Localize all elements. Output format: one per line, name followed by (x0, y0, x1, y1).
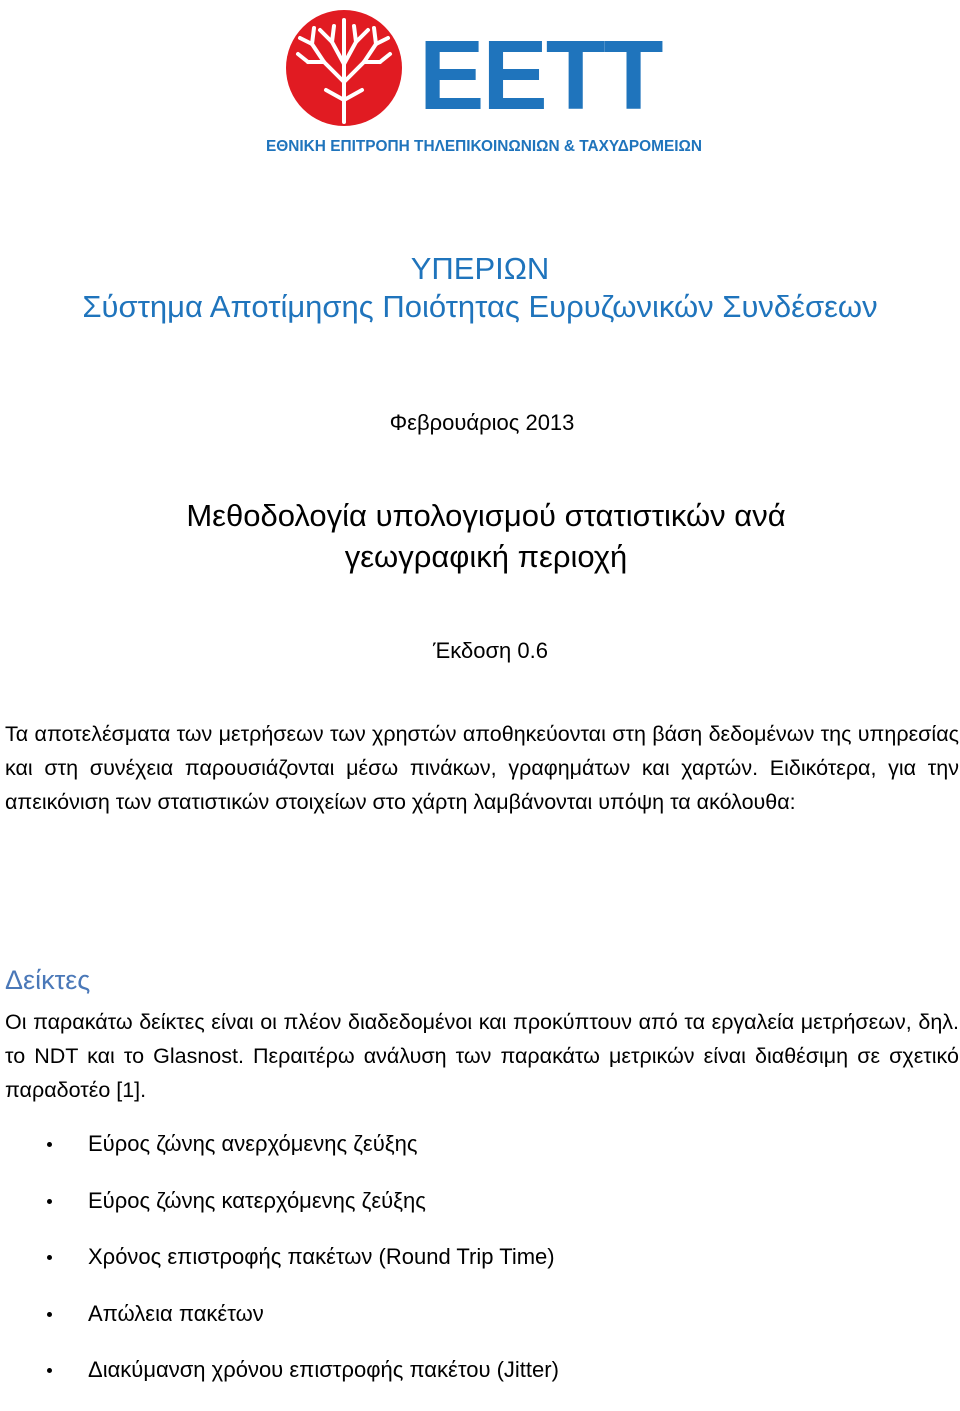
indicators-list (0, 1128, 960, 1411)
eett-logo (264, 4, 704, 154)
bullet-icon (47, 1368, 52, 1373)
bullet-icon (47, 1142, 52, 1147)
document-version: Έκδοση 0.6 (433, 638, 548, 663)
list-item-text: Απώλεια πακέτων (88, 1300, 264, 1326)
indicators-heading: Δείκτες (5, 965, 91, 995)
document-date-text: Φεβρουάριος 2013 (389, 410, 575, 435)
bullet-icon (47, 1255, 52, 1260)
list-item (0, 1354, 960, 1411)
list-item-text: Διακύμανση χρόνου επιστροφής πακέτου (Jitter) (88, 1357, 559, 1382)
list-item-text: Χρόνος επιστροφής πακέτων (Round Trip Time) (88, 1244, 555, 1269)
document-title (0, 495, 960, 577)
list-item (0, 1241, 960, 1298)
bullet-icon (47, 1199, 52, 1204)
eett-tree-logo-icon (264, 4, 704, 154)
system-subtitle: Σύστημα Αποτίμησης Ποιότητας Ευρυζωνικών Συνδέσεων (82, 289, 878, 324)
document-title-line2: γεωγραφική περιοχή (344, 539, 628, 574)
list-item (0, 1185, 960, 1242)
document-title-line1: Μεθοδολογία υπολογισμού στατιστικών ανά (186, 498, 786, 533)
logo-wordmark: ΕΕΤΤ (419, 20, 662, 130)
list-item-text: Εύρος ζώνης κατερχόμενης ζεύξης (88, 1187, 426, 1213)
system-name: ΥΠΕΡΙΩΝ (410, 251, 550, 286)
list-item (0, 1128, 960, 1185)
logo-subtitle: ΕΘΝΙΚΗ ΕΠΙΤΡΟΠΗ ΤΗΛΕΠΙΚΟΙΝΩΝΙΩΝ & ΤΑΧΥΔΡΟΜΕΙΩΝ (266, 138, 702, 154)
list-item (0, 1298, 960, 1355)
document-date (0, 410, 960, 436)
bullet-icon (47, 1312, 52, 1317)
list-item-text: Εύρος ζώνης ανερχόμενης ζεύξης (88, 1131, 418, 1156)
indicators-paragraph: Οι παρακάτω δείκτες είναι οι πλέον διαδεδομένοι και προκύπτουν από τα εργαλεία μετρήσεων, δηλ. το NDT και το Glasnost. Περαιτέρω ανάλυση των παρακάτω μετρικών είναι διαθέσιμη σε σχετικό παραδοτέο [1]. (5, 1010, 959, 1102)
intro-paragraph: Τα αποτελέσματα των μετρήσεων των χρηστών αποθηκεύονται στη βάση δεδομένων της υπηρεσίας και στη συνέχεια παρουσιάζονται μέσω πινάκων, γραφημάτων και χαρτών. Ειδικότερα, για την απεικόνιση των στατιστικών στοιχείων στο χάρτη λαμβάνονται υπόψη τα ακόλουθα: (5, 722, 959, 814)
title-block (0, 250, 960, 326)
